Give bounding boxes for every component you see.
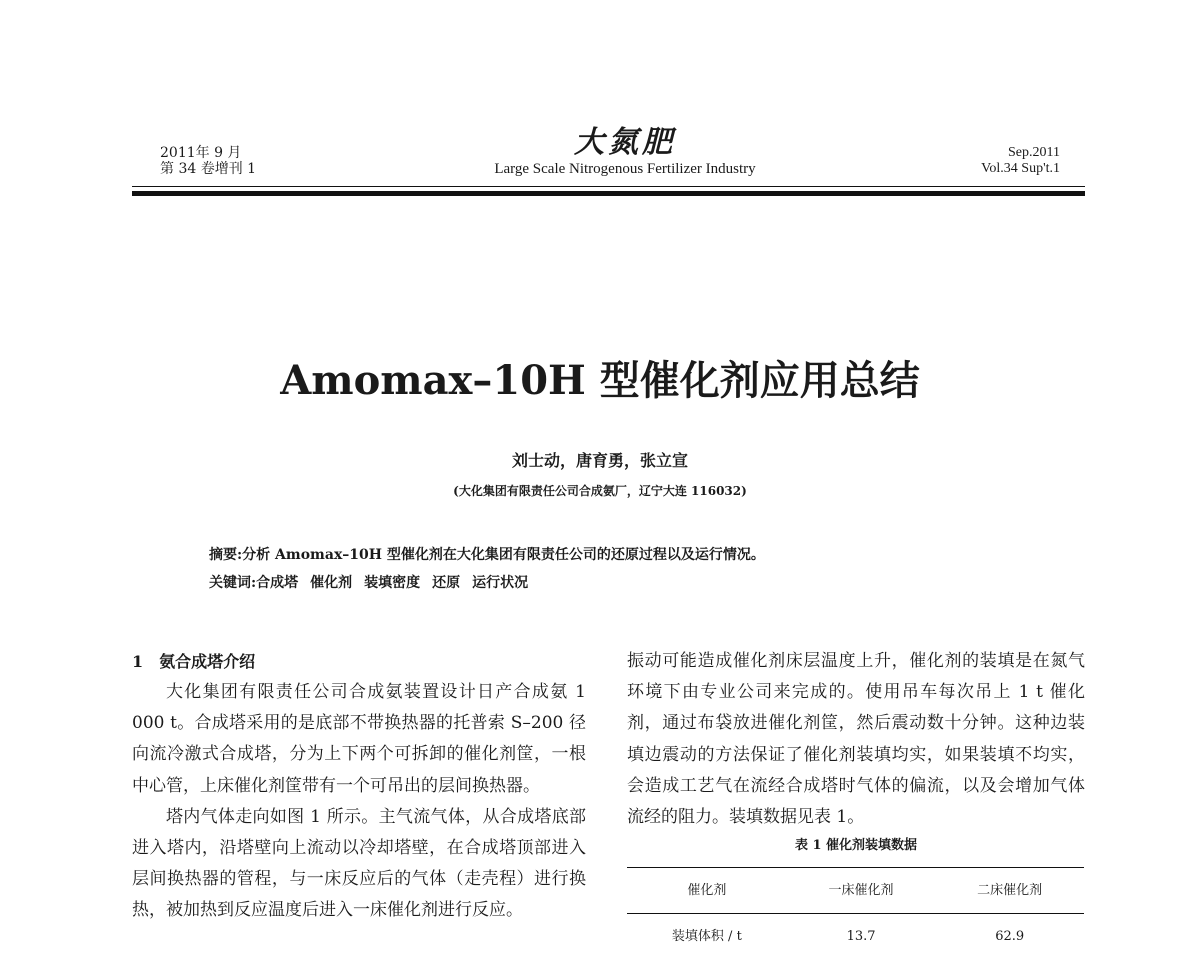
table-cell: 13.7 xyxy=(846,929,876,945)
article-affiliation: (大化集团有限责任公司合成氨厂，辽宁大连 116032) xyxy=(453,484,747,498)
abstract-text: 分析 Amomax–10H 型催化剂在大化集团有限责任公司的还原过程以及运行情况。 xyxy=(242,547,765,563)
header-volume-cn: 第 34 卷增刊 1 xyxy=(160,161,257,177)
section-heading xyxy=(132,646,586,677)
keywords-label: 关键词 xyxy=(209,575,251,591)
header-rule-thin xyxy=(132,186,1085,187)
section-title: 氨合成塔介绍 xyxy=(159,652,256,671)
header-rule-thick xyxy=(132,191,1085,196)
article-title: Amomax–10H 型催化剂应用总结 xyxy=(280,357,920,404)
body-paragraph: 振动可能造成催化剂床层温度上升，催化剂的装填是在氮气环境下由专业公司来完成的。使用吊车每次吊上 1 t 催化剂，通过布袋放进催化剂筐，然后震动数十分钟。这种边装填边震动的方法保证了催化剂装填均实，如果装填不均实，会造成工艺气在流经合成塔时气体的偏流，以及会增加气体流经的阻力。装填数据见表 1。 xyxy=(627,651,1085,828)
table-cell: 装填体积 / t xyxy=(671,929,742,945)
keywords-line: 关键词:合成塔 催化剂 装填密度 还原 运行状况 xyxy=(209,575,529,591)
journal-name-cn: 大氮肥 xyxy=(574,125,676,160)
body-paragraph: 塔内气体走向如图 1 所示。主气流气体，从合成塔底部进入塔内，沿塔壁向上流动以冷却塔壁，在合成塔顶部进入层间换热器的管程，与一床反应后的气体（走壳程）进行换热，被加热到反应温度后进入一床催化剂进行反应。 xyxy=(132,806,586,921)
abstract-line: 摘要:分析 Amomax–10H 型催化剂在大化集团有限责任公司的还原过程以及运行情况。 xyxy=(209,547,765,563)
article-authors: 刘士动，唐育勇，张立宣 xyxy=(511,451,688,470)
journal-masthead xyxy=(440,125,810,178)
header-issue-cn xyxy=(160,145,256,177)
section-number: 1 xyxy=(132,652,144,671)
keyword: 装填密度 xyxy=(364,575,421,591)
abstract-label: 摘要 xyxy=(209,547,237,563)
header-date-cn: 2011年 9 月 xyxy=(160,145,242,161)
header-volume-en: Vol.34 Sup't.1 xyxy=(981,161,1060,176)
table-cell: 62.9 xyxy=(995,929,1025,945)
header-date-en: Sep.2011 xyxy=(1008,145,1060,160)
abstract-block xyxy=(209,541,765,597)
table-header-row xyxy=(627,868,1084,914)
header-issue-en xyxy=(981,145,1060,177)
body-column-left xyxy=(132,646,586,927)
catalyst-loading-table xyxy=(627,867,1084,959)
keyword: 合成塔 xyxy=(256,575,299,591)
body-column-right xyxy=(627,646,1085,960)
keyword: 还原 xyxy=(432,575,461,591)
keyword: 运行状况 xyxy=(472,575,529,591)
table-row xyxy=(627,914,1084,960)
table-header-cell: 二床催化剂 xyxy=(935,868,1084,914)
body-paragraph: 大化集团有限责任公司合成氨装置设计日产合成氨 1 000 t。合成塔采用的是底部不带换热器的托普索 S–200 径向流冷激式合成塔，分为上下两个可拆卸的催化剂筐，一根中心管，上床催化剂筐带有一个可吊出的层间换热器。 xyxy=(132,682,586,796)
journal-name-en: Large Scale Nitrogenous Fertilizer Industry xyxy=(494,161,756,177)
table-header-cell: 一床催化剂 xyxy=(787,868,936,914)
table-caption: 表 1 催化剂装填数据 xyxy=(794,838,918,854)
table-header-cell: 催化剂 xyxy=(627,868,787,914)
keyword: 催化剂 xyxy=(310,575,353,591)
